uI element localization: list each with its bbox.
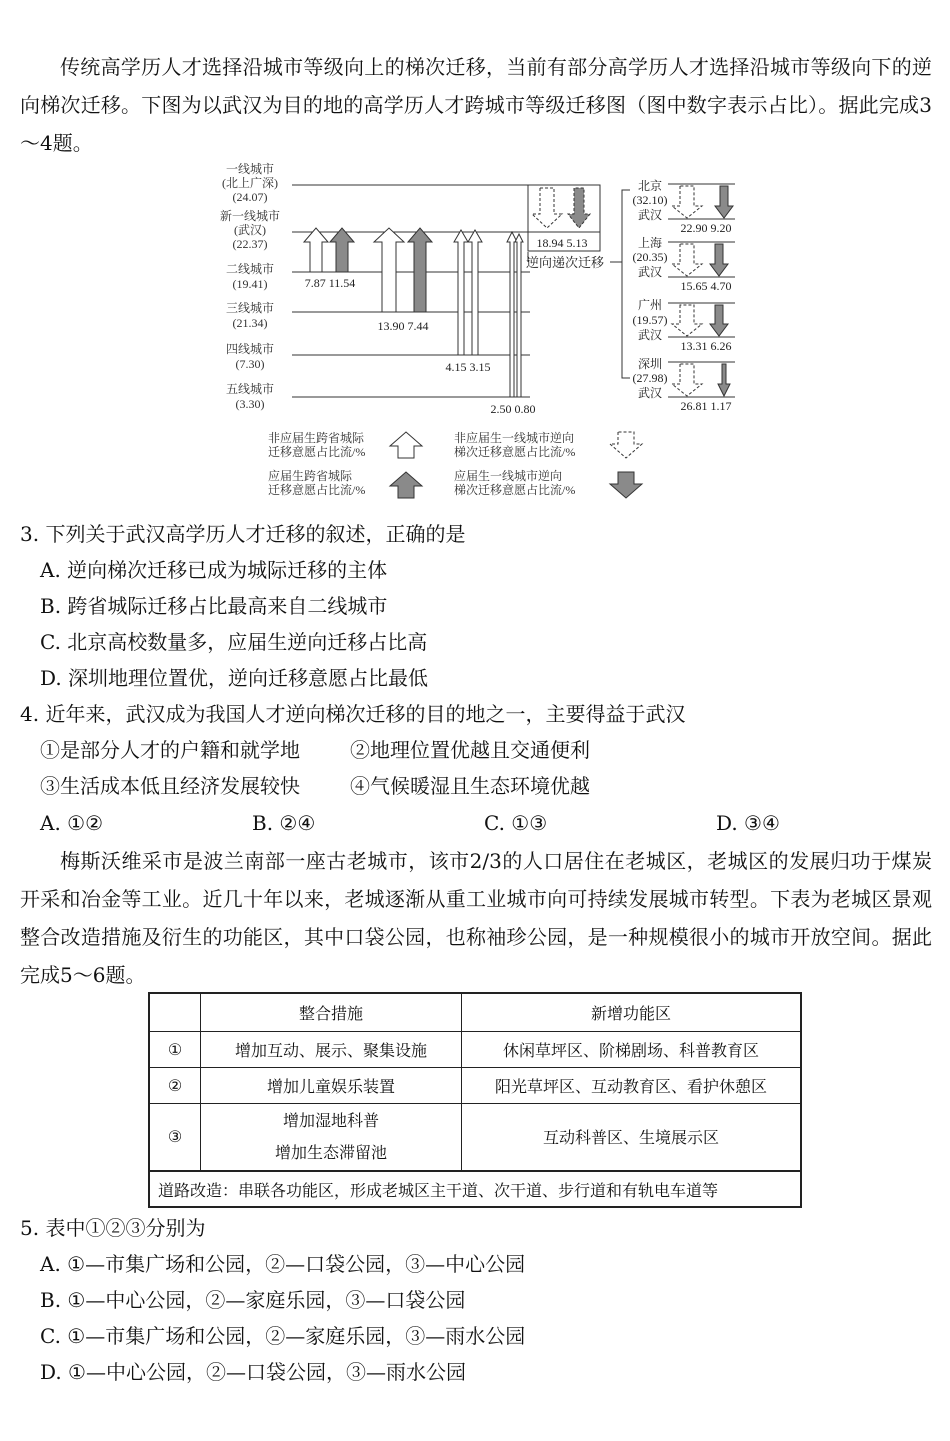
legend-3-line1: 非应届生一线城市逆向 [454,431,575,445]
city-1-value: (32.10) [632,193,668,207]
city-2-arrow-grad [710,244,728,276]
level-2-value: (22.37) [232,237,268,251]
row-3-area: 互动科普区、生境展示区 [462,1103,802,1171]
arrow-fourth-grad [468,230,482,355]
table-header-measure: 整合措施 [201,993,462,1031]
arrow-third-grad [408,228,432,312]
level-6-value: (3.30) [235,397,265,411]
legend-2-line2: 迁移意愿占比流/% [268,483,366,497]
q3-option-d[interactable]: D. 深圳地理位置优，逆向迁移意愿占比最低 [40,666,429,690]
q4-statement-3: ③生活成本低且经济发展较快 [40,774,300,798]
legend-3-line2: 梯次迁移意愿占比流/% [454,445,576,459]
city-3-dest: 武汉 [637,328,663,342]
arrow-second-non-grad [304,228,328,272]
table-row [149,1031,801,1067]
city-2-dest: 武汉 [637,265,663,279]
city-4-dest: 武汉 [637,386,663,400]
city-4-name: 深圳 [637,357,663,371]
q4-option-b[interactable]: B. ②④ [252,811,316,835]
row-1-no: ① [149,1031,201,1067]
level-3-name: 二线城市 [225,262,275,276]
row-3-no: ③ [149,1103,201,1171]
city-1-name: 北京 [637,179,663,193]
row-3-measure [201,1103,462,1171]
city-4-arrow-grad [718,364,730,396]
city-2-name: 上海 [637,236,663,250]
measures-table [148,992,802,1208]
city-4-arrow-non-grad [672,364,702,396]
q4-option-c[interactable]: C. ①③ [484,811,548,835]
table-header-blank [149,993,201,1031]
arrow-third-non-grad [374,228,404,312]
row-1-area: 休闲草坪区、阶梯剧场、科普教育区 [462,1031,802,1067]
level-5-name: 四线城市 [225,342,275,356]
city-3-arrow-grad [710,305,728,336]
label-fifth-values: 2.50 0.80 [490,402,536,416]
reverse-arrow-non-grad [532,188,562,228]
row-3-measure-2: 增加生态滞留池 [274,1142,387,1162]
q5-stem: 5. 表中①②③分别为 [20,1216,206,1240]
row-2-area: 阳光草坪区、互动教育区、看护休憩区 [462,1067,802,1103]
city-bracket [622,190,630,378]
legend-icon-non-grad-up [390,432,422,458]
table-row [149,1067,801,1103]
arrow-fourth-non-grad [454,230,468,355]
city-3-arrow-non-grad [672,305,702,336]
city-1-dest: 武汉 [637,208,663,222]
row-1-measure: 增加互动、展示、聚集设施 [201,1031,462,1067]
city-2-nums: 15.65 4.70 [680,279,732,293]
label-third-values: 13.90 7.44 [377,319,429,333]
level-4-value: (21.34) [232,316,268,330]
intro-paragraph-1: 传统高学历人才选择沿城市等级向上的梯次迁移，当前有部分高学历人才选择沿城市等级向下的逆向梯次迁移。下图为以武汉为目的地的高学历人才跨城市等级迁移图（图中数字表示占比）。据此完成3～4题。 [20,55,932,155]
city-1-nums: 22.90 9.20 [680,221,732,235]
city-3-nums: 13.31 6.26 [680,339,732,353]
legend-icon-non-grad-down [610,432,642,458]
q4-option-d[interactable]: D. ③④ [716,811,780,835]
q5-option-a[interactable]: A. ①—市集广场和公园，②—口袋公园，③—中心公园 [40,1252,526,1276]
q4-statement-2: ②地理位置优越且交通便利 [350,738,590,762]
city-2-arrow-non-grad [672,244,702,276]
level-5-value: (7.30) [235,357,265,371]
level-1-sub: (北上广深) [222,176,278,190]
row-3-measure-1: 增加湿地科普 [282,1110,379,1130]
legend-2-line1: 应届生跨省城际 [268,469,353,483]
city-4-nums: 26.81 1.17 [680,399,732,413]
reverse-label: 逆向递次迁移 [525,255,605,270]
level-4-name: 三线城市 [225,301,275,315]
q4-stem: 4. 近年来，武汉成为我国人才逆向梯次迁移的目的地之一，主要得益于武汉 [20,702,686,726]
q3-option-a[interactable]: A. 逆向梯次迁移已成为城际迁移的主体 [40,558,388,582]
q5-option-c[interactable]: C. ①—市集广场和公园，②—家庭乐园，③—雨水公园 [40,1324,526,1348]
table-note: 道路改造：串联各功能区，形成老城区主干道、次干道、步行道和有轨电车道等 [149,1171,801,1207]
legend-4-line1: 应届生一线城市逆向 [454,469,563,483]
city-4-value: (27.98) [632,371,668,385]
table-row [149,1103,801,1171]
q5-option-b[interactable]: B. ①—中心公园，②—家庭乐园，③—口袋公园 [40,1288,466,1312]
level-2-name: 新一线城市 [219,209,281,223]
city-3-value: (19.57) [632,313,668,327]
q4-statement-4: ④气候暖湿且生态环境优越 [350,774,590,798]
q5-option-d[interactable]: D. ①—中心公园，②—口袋公园，③—雨水公园 [40,1360,466,1384]
label-second-values: 7.87 11.54 [304,276,356,290]
label-fourth-values: 4.15 3.15 [445,360,491,374]
migration-figure [210,160,750,500]
arrow-second-grad [330,228,354,272]
arrow-fifth-grad [515,234,523,397]
level-1-name: 一线城市 [225,162,275,176]
legend-icon-grad-up [390,472,422,498]
legend-4-line2: 梯次迁移意愿占比流/% [454,483,576,497]
level-3-value: (19.41) [232,277,268,291]
reverse-arrow-grad [568,188,590,228]
q3-stem: 3. 下列关于武汉高学历人才迁移的叙述，正确的是 [20,522,466,546]
intro-paragraph-2: 梅斯沃维采市是波兰南部一座古老城市，该市2/3的人口居住在老城区，老城区的发展归功于煤炭开采和冶金等工业。近几十年以来，老城逐渐从重工业城市向可持续发展城市转型。下表为老城区景观整合改造措施及衍生的功能区，其中口袋公园，也称袖珍公园，是一种规模很小的城市开放空间。据此完成5～6题。 [20,849,932,987]
row-2-no: ② [149,1067,201,1103]
legend-1-line2: 迁移意愿占比流/% [268,445,366,459]
level-1-value: (24.07) [232,190,268,204]
table-header-area: 新增功能区 [462,993,802,1031]
q4-statement-1: ①是部分人才的户籍和就学地 [40,738,300,762]
city-1-arrow-non-grad [672,186,702,218]
city-2-value: (20.35) [632,250,668,264]
q4-option-a[interactable]: A. ①② [40,811,104,835]
row-2-measure: 增加儿童娱乐装置 [201,1067,462,1103]
level-6-name: 五线城市 [225,382,275,396]
q3-option-c[interactable]: C. 北京高校数量多，应届生逆向迁移占比高 [40,630,428,654]
city-3-name: 广州 [637,298,663,312]
legend-1-line1: 非应届生跨省城际 [268,431,365,445]
reverse-values: 18.94 5.13 [536,236,588,250]
q3-option-b[interactable]: B. 跨省城际迁移占比最高来自二线城市 [40,594,388,618]
level-2-sub: (武汉) [234,223,266,237]
legend-icon-grad-down [610,472,642,498]
city-1-arrow-grad [715,186,733,218]
arrow-fifth-non-grad [507,232,517,397]
